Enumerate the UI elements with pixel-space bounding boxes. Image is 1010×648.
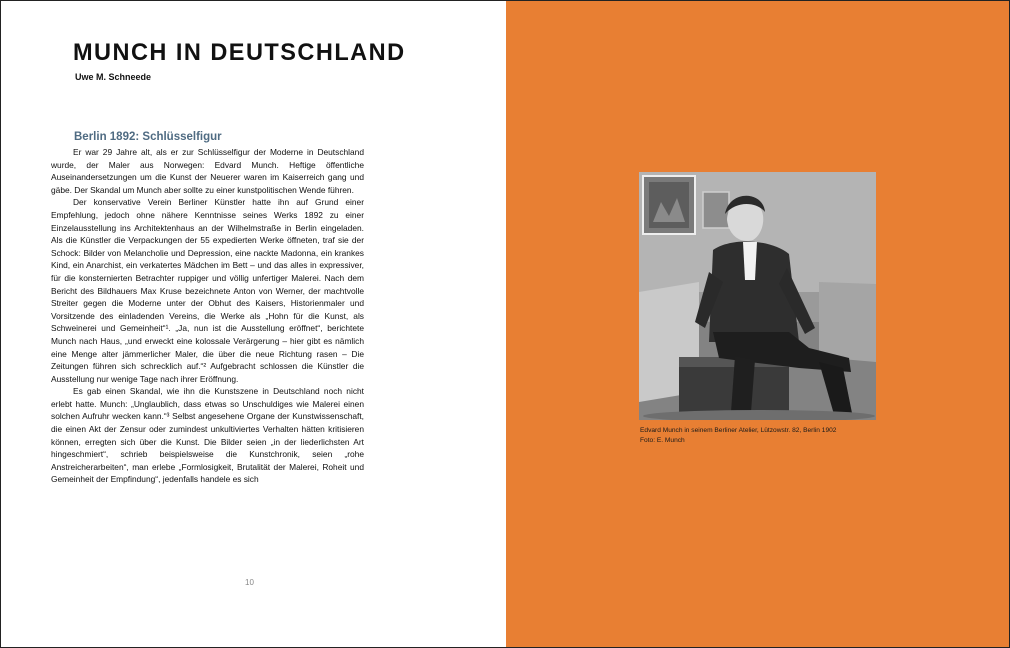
munch-studio-photo (639, 172, 876, 420)
paragraph-1: Er war 29 Jahre alt, als er zur Schlüsselfigur der Moderne in Deutschland wurde, der Maler aus Norwegen: Edvard Munch. Heftige öffentliche Auseinandersetzungen um die Kunst der Neuerer waren im Kaiserreich gang und gäbe. Der Skandal um Munch aber sollte zu einer kunstpolitischen Wende führen. (51, 147, 364, 195)
photo-caption (640, 426, 890, 445)
paragraph-3: Es gab einen Skandal, wie ihn die Kunstszene in Deutschland noch nicht erlebt hatte. Munch: „Unglaublich, dass etwas so Unschuldiges wie Malerei einen solchen Aufruhr wecken kann.“³ Selbst angesehene Organe der Kunstwissenschaft, die einen Akt der Zensur oder zumindest unkultiviertes Verhalten hätten kritisieren können, erregten sich über die Kunst. Die Bilder seien „in der liederlichsten Art hingeschmiert“, schrieb beispielsweise die Kunstchronik, seien „rohe Anstreicherarbeiten“, man erlebe „Formlosigkeit, Brutalität der Malerei, Roheit und Gemeinheit der Empfindung“, jedenfalls handele es sich (51, 386, 364, 485)
page-number: 10 (245, 578, 254, 587)
article-title: MUNCH IN DEUTSCHLAND (73, 39, 406, 66)
paragraph-2: Der konservative Verein Berliner Künstler hatte ihn auf Grund einer Empfehlung, jedoch ohne nähere Kenntnisse seines Werks 1892 zu einer Einzelausstellung ins Architektenhaus an der Wilhelmstraße in Berlin eingeladen. Als die Künstler die Verpackungen der 55 expedierten Werke öffneten, traf sie der Schock: Bilder von Melancholie und Depression, eine nackte Madonna, ein krankes Kind, ein Anarchist, ein verkatertes Mädchen im Bett – und das alles in expressiver, für die konsternierten Betrachter ruppiger und völlig unfertiger Malerei. Nach dem Bericht des Bildhauers Max Kruse bezeichnete Anton von Werner, der machtvolle Streiter gegen die Moderne unter der Obhut des Kaisers, Historienmaler und Vorsitzende des einladenden Vereins, die Werke als „Hohn für die Kunst, als Schweinerei und Gemeinheit“¹. „Ja, nun ist die Ausstellung eröffnet“, berichtete Munch nach Haus, „und erweckt eine kolossale Verärgerung – hier gibt es nämlich eine Menge alter jämmerlicher Maler, die über die neue Richtung rasen – Die Zeitungen führen sich schrecklich auf.“² Aufgebracht schlossen die Künstler die Ausstellung nur wenige Tage nach ihrer Eröffnung. (51, 197, 364, 384)
section-heading: Berlin 1892: Schlüsselfigur (74, 131, 222, 143)
left-page (1, 1, 506, 647)
right-page (506, 1, 1009, 647)
author-name: Uwe M. Schneede (75, 72, 152, 82)
caption-line-2: Foto: E. Munch (640, 436, 685, 444)
body-text (51, 146, 364, 486)
caption-line-1: Edvard Munch in seinem Berliner Atelier, Lützowstr. 82, Berlin 1902 (640, 427, 837, 434)
photo-illustration (639, 172, 876, 420)
